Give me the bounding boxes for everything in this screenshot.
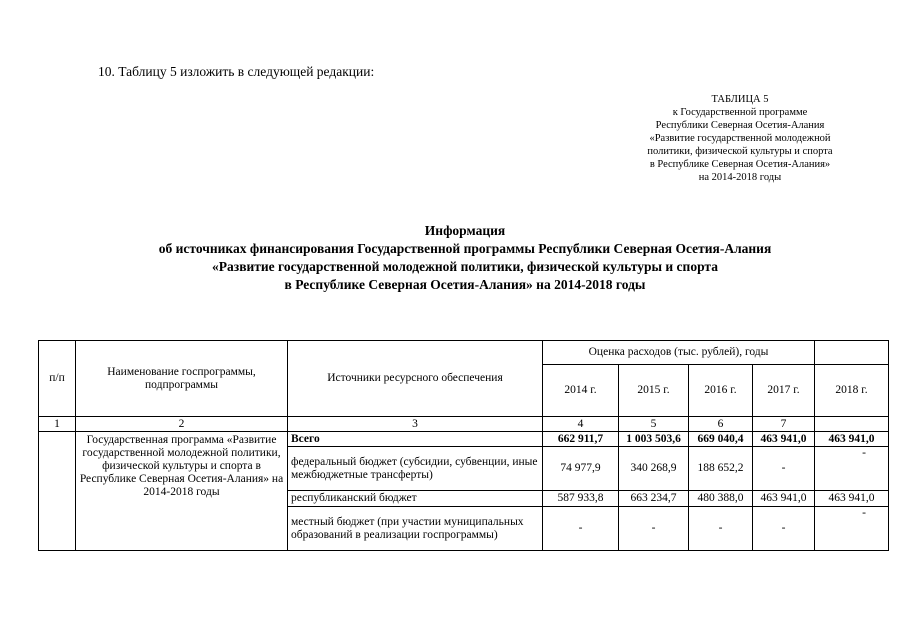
value-cell: - bbox=[753, 507, 815, 551]
header-year: 2015 г. bbox=[619, 365, 689, 417]
header-empty bbox=[815, 341, 889, 365]
annex-line: ТАБЛИЦА 5 bbox=[711, 94, 769, 105]
header-year: 2016 г. bbox=[689, 365, 753, 417]
index-cell bbox=[815, 417, 889, 432]
value-cell: 74 977,9 bbox=[543, 447, 619, 491]
value-cell: 662 911,7 bbox=[543, 432, 619, 447]
value-cell: 587 933,8 bbox=[543, 491, 619, 507]
header-year: 2014 г. bbox=[543, 365, 619, 417]
value-cell: 340 268,9 bbox=[619, 447, 689, 491]
value-cell: - bbox=[815, 447, 889, 491]
annex-line: к Государственной программе bbox=[672, 107, 808, 118]
value-cell: - bbox=[543, 507, 619, 551]
index-cell: 5 bbox=[619, 417, 689, 432]
financing-table bbox=[38, 340, 889, 551]
index-cell: 1 bbox=[39, 417, 76, 432]
value-cell: - bbox=[619, 507, 689, 551]
value-cell: - bbox=[689, 507, 753, 551]
value-cell: 463 941,0 bbox=[753, 432, 815, 447]
annex-line: в Республике Северная Осетия-Алания» bbox=[649, 159, 831, 170]
annex-line: Республики Северная Осетия-Алания bbox=[655, 120, 825, 131]
intro-text: 10. Таблицу 5 изложить в следующей редакции: bbox=[98, 64, 375, 79]
header-year: 2017 г. bbox=[753, 365, 815, 417]
value-cell: 463 941,0 bbox=[815, 491, 889, 507]
index-cell: 6 bbox=[689, 417, 753, 432]
document-heading bbox=[60, 222, 870, 294]
program-name: Государственная программа «Развитие государственной молодежной политики, физической культуры и спорта в Республике Северная Осетия-Алания» на 2014-2018 годы bbox=[76, 432, 288, 551]
heading-line: «Развитие государственной молодежной политики, физической культуры и спорта bbox=[212, 259, 718, 274]
row-num bbox=[39, 432, 76, 551]
table-annex-note bbox=[620, 93, 860, 184]
header-year: 2018 г. bbox=[815, 365, 889, 417]
annex-line: на 2014-2018 годы bbox=[698, 172, 782, 183]
index-cell: 7 bbox=[753, 417, 815, 432]
index-cell: 2 bbox=[76, 417, 288, 432]
value-cell: 463 941,0 bbox=[815, 432, 889, 447]
annex-line: «Развитие государственной молодежной bbox=[649, 133, 831, 144]
value-cell: 188 652,2 bbox=[689, 447, 753, 491]
heading-line: об источниках финансирования Государственной программы Республики Северная Осетия-Алания bbox=[158, 241, 772, 256]
value-cell: - bbox=[753, 447, 815, 491]
header-source: Источники ресурсного обеспечения bbox=[288, 341, 543, 417]
index-cell: 3 bbox=[288, 417, 543, 432]
value-cell: 463 941,0 bbox=[753, 491, 815, 507]
value-cell: 480 388,0 bbox=[689, 491, 753, 507]
heading-line: Информация bbox=[424, 223, 506, 238]
annex-line: политики, физической культуры и спорта bbox=[647, 146, 833, 157]
index-cell: 4 bbox=[543, 417, 619, 432]
header-estimate: Оценка расходов (тыс. рублей), годы bbox=[543, 341, 815, 365]
source-republic: республиканский бюджет bbox=[288, 491, 543, 507]
value-cell: - bbox=[815, 507, 889, 551]
source-federal: федеральный бюджет (субсидии, субвенции, иные межбюджетные трансферты) bbox=[288, 447, 543, 491]
value-cell: 663 234,7 bbox=[619, 491, 689, 507]
value-cell: 1 003 503,6 bbox=[619, 432, 689, 447]
source-local: местный бюджет (при участии муниципальных образований в реализации госпрограммы) bbox=[288, 507, 543, 551]
header-program-name: Наименование госпрограммы, подпрограммы bbox=[76, 341, 288, 417]
header-num: п/п bbox=[39, 341, 76, 417]
source-total: Всего bbox=[288, 432, 543, 447]
heading-line: в Республике Северная Осетия-Алания» на 2014-2018 годы bbox=[284, 277, 646, 292]
value-cell: 669 040,4 bbox=[689, 432, 753, 447]
